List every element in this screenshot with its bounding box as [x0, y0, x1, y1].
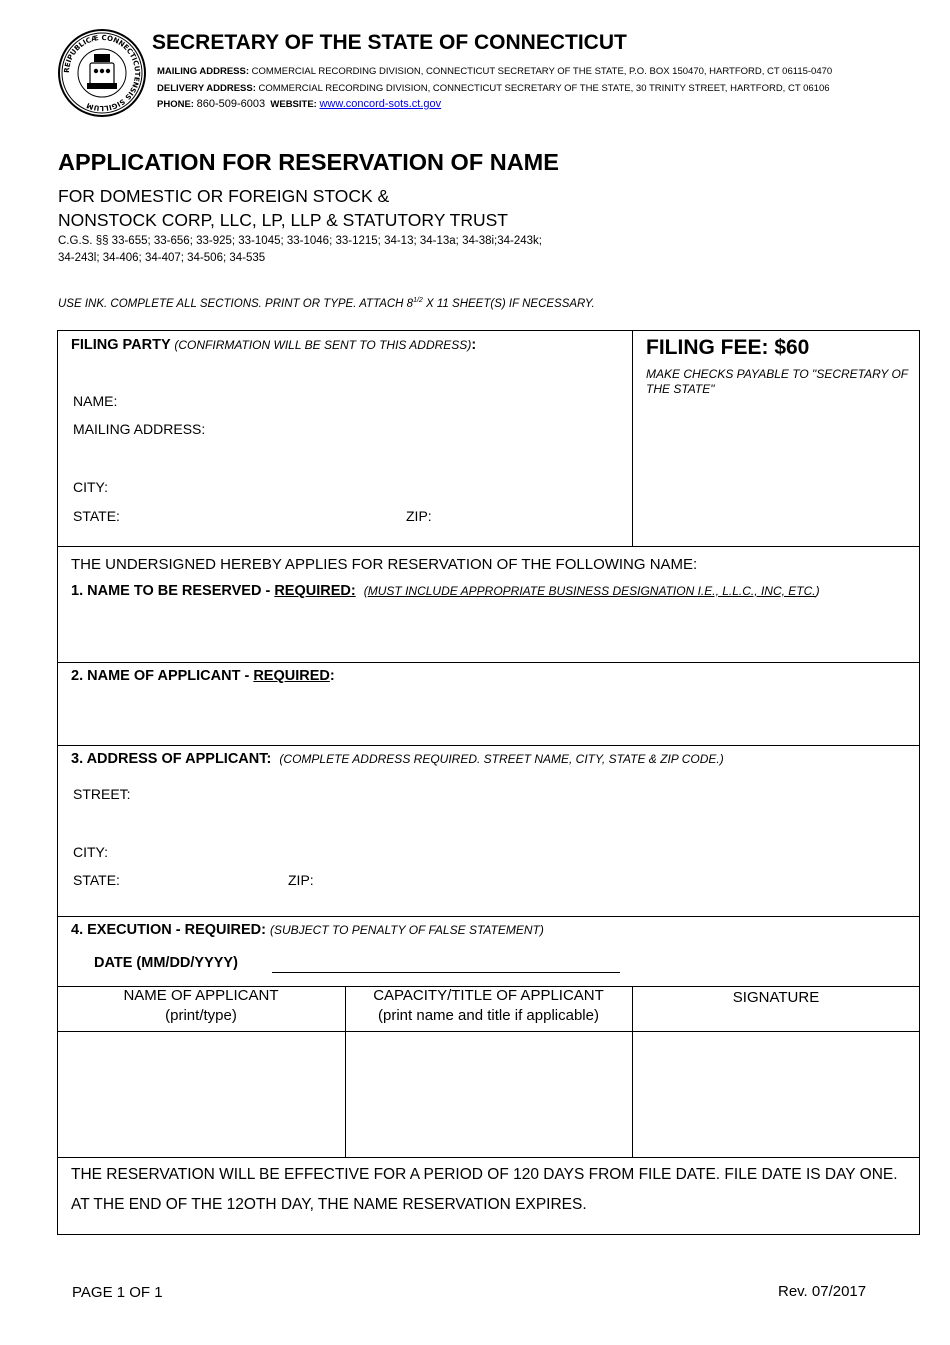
divider-section3 [57, 745, 920, 746]
section2-required: REQUIRED [253, 668, 330, 684]
form-subtitle-line2: NONSTOCK CORP, LLC, LP, LLP & STATUTORY TRUST [58, 210, 508, 230]
revision-date: Rev. 07/2017 [778, 1283, 867, 1300]
section1-intro: THE UNDERSIGNED HEREBY APPLIES FOR RESERVATION OF THE FOLLOWING NAME: [71, 556, 698, 573]
section3-heading [71, 751, 724, 767]
section1-note-open: ( [363, 584, 368, 598]
table-col-capacity [345, 986, 632, 1026]
section3-note: (COMPLETE ADDRESS REQUIRED. STREET NAME, CITY, STATE & ZIP CODE.) [279, 752, 724, 766]
seal-ring-text: REIPUBLICÆ CONNECTICUTENSIS SIGILLUM [62, 33, 142, 113]
execution-date-line[interactable] [272, 972, 620, 973]
section1-note-close: ) [815, 584, 820, 598]
divider-section1 [57, 546, 920, 547]
filing-party-note: (CONFIRMATION WILL BE SENT TO THIS ADDRESS) [174, 338, 472, 352]
applicant-capacity-cell[interactable] [346, 1032, 631, 1156]
phone-value: 860-509-6003 [196, 98, 266, 110]
instructions [58, 297, 595, 310]
instructions-text: USE INK. COMPLETE ALL SECTIONS. PRINT OR TYPE. ATTACH 8 [58, 297, 414, 310]
section2-title: 2. NAME OF APPLICANT - [71, 668, 254, 684]
agency-title: SECRETARY OF THE STATE OF CONNECTICUT [152, 31, 627, 54]
website-label: WEBSITE: [270, 99, 317, 110]
section1-note: MUST INCLUDE APPROPRIATE BUSINESS DESIGNATION I.E., L.L.C., INC, ETC. [367, 584, 816, 598]
form-subtitle-line1: FOR DOMESTIC OR FOREIGN STOCK & [58, 186, 390, 206]
state-seal-logo [57, 28, 147, 118]
table-col-name-line1: NAME OF APPLICANT [123, 987, 279, 1004]
mailing-address-value: COMMERCIAL RECORDING DIVISION, CONNECTICUT SECRETARY OF THE STATE, P.O. BOX 150470, HARTFORD, CT 06115-0470 [251, 66, 833, 77]
fee-divider [632, 330, 633, 546]
section4-title: 4. EXECUTION - REQUIRED: [71, 922, 266, 938]
section2-colon: : [329, 668, 335, 684]
filing-party-title: FILING PARTY [71, 337, 171, 353]
mailing-address-label: MAILING ADDRESS: [157, 66, 250, 77]
statutes-line1: C.G.S. §§ 33-655; 33-656; 33-925; 33-1045; 33-1046; 33-1215; 34-13; 34-13a; 34-38i;34-243k; [58, 235, 542, 247]
contact-line [157, 98, 441, 110]
section1-title: 1. NAME TO BE RESERVED - [71, 583, 275, 599]
applicant-city-label: CITY: [73, 844, 109, 860]
filing-party-colon: : [471, 337, 477, 353]
statutes-line2: 34-243l; 34-406; 34-407; 34-506; 34-535 [58, 252, 266, 264]
form-title: APPLICATION FOR RESERVATION OF NAME [58, 149, 559, 175]
website-link[interactable]: www.concord-sots.ct.gov [319, 98, 442, 110]
divider-section2 [57, 662, 920, 663]
delivery-address-label: DELIVERY ADDRESS: [157, 83, 256, 94]
filing-fee-note: MAKE CHECKS PAYABLE TO "SECRETARY OF THE STATE" [646, 367, 908, 396]
section2-heading [71, 668, 335, 684]
applicant-name-cell[interactable] [58, 1032, 344, 1156]
applicant-state-label: STATE: [73, 872, 120, 888]
filing-mailing-label: MAILING ADDRESS: [73, 421, 206, 437]
filing-zip-label: ZIP: [406, 508, 432, 524]
section1-required: REQUIRED: [274, 583, 356, 599]
applicant-zip-label: ZIP: [288, 872, 314, 888]
filing-city-label: CITY: [73, 479, 109, 495]
filing-party-heading [71, 337, 476, 353]
applicant-signature-cell[interactable] [633, 1032, 919, 1156]
execution-date-label: DATE (MM/DD/YYYY) [94, 955, 238, 971]
section4-note: (SUBJECT TO PENALTY OF FALSE STATEMENT) [270, 923, 544, 937]
table-col-capacity-line1: CAPACITY/TITLE OF APPLICANT [373, 987, 604, 1004]
instructions-fraction: 1/2 [413, 297, 423, 304]
mailing-address-line [157, 66, 832, 77]
divider-notice [57, 1157, 920, 1158]
instructions-text-end: X 11 SHEET(S) IF NECESSARY. [422, 297, 595, 310]
section3-title: 3. ADDRESS OF APPLICANT: [71, 751, 272, 767]
delivery-address-value: COMMERCIAL RECORDING DIVISION, CONNECTICUT SECRETARY OF THE STATE, 30 TRINITY STREET, HARTFORD, CT 06106 [258, 83, 830, 94]
divider-section4 [57, 916, 920, 917]
table-col-capacity-line2: (print name and title if applicable) [378, 1007, 599, 1024]
delivery-address-line [157, 83, 830, 94]
filing-name-label: NAME: [73, 393, 118, 409]
reservation-notice: THE RESERVATION WILL BE EFFECTIVE FOR A PERIOD OF 120 DAYS FROM FILE DATE. FILE DATE IS DAY ONE. AT THE END OF THE 12OTH DAY, THE NAME RESERVATION EXPIRES. [71, 1166, 898, 1213]
section4-heading [71, 922, 544, 938]
table-col-name [57, 986, 345, 1026]
filing-fee: FILING FEE: $60 [646, 336, 810, 359]
page-number: PAGE 1 OF 1 [72, 1284, 163, 1301]
filing-state-label: STATE: [73, 508, 120, 524]
section1-heading [71, 583, 820, 599]
applicant-street-label: STREET: [73, 786, 131, 802]
table-col-name-line2: (print/type) [165, 1007, 237, 1024]
table-col-signature: SIGNATURE [732, 989, 820, 1006]
phone-label: PHONE: [157, 99, 194, 110]
